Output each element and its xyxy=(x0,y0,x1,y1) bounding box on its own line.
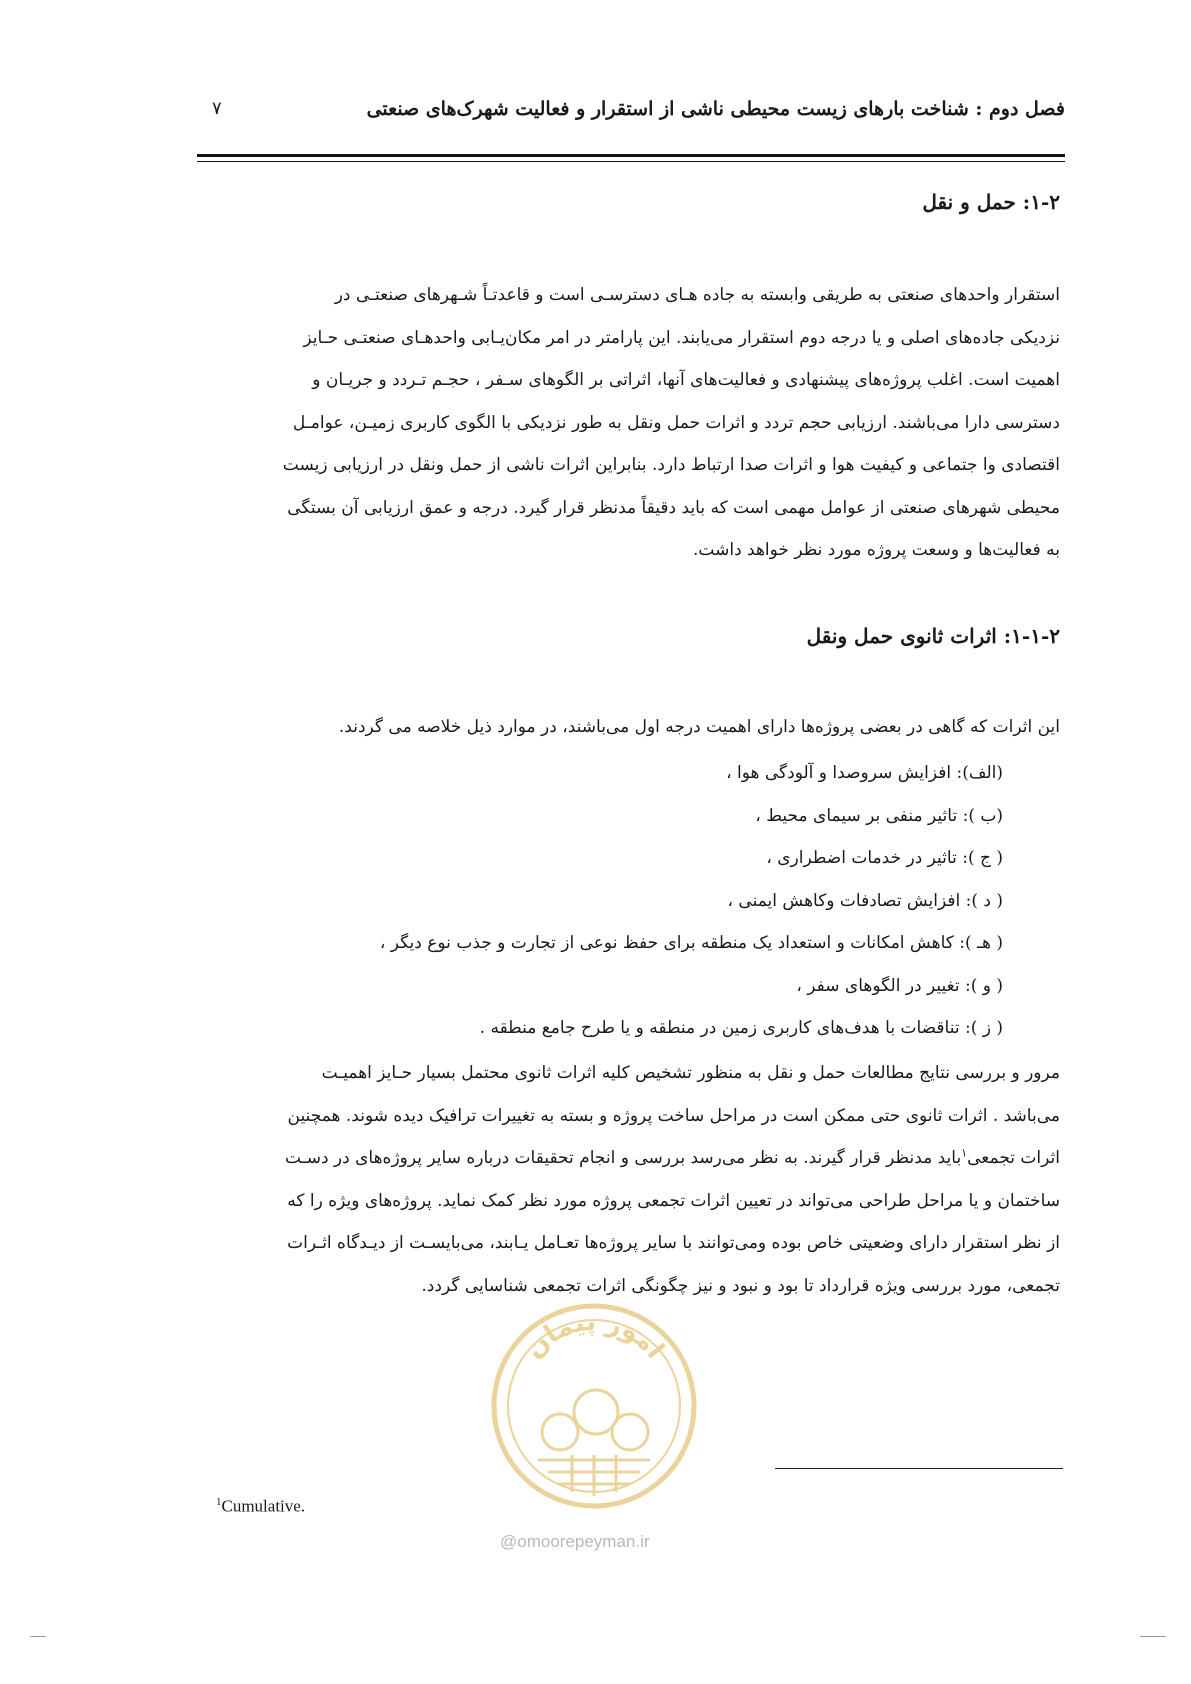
paragraph-line: ساختمان و یا مراحل طراحی می‌تواند در تعیین اثرات تجمعی پروژه مورد نظر کمک نماید. پروژه‌های ویژه را که xyxy=(287,1190,1060,1211)
paragraph-line: می‌باشد . اثرات ثانوی حتی ممکن است در مراحل ساخت پروژه و بسته به تغییرات ترافیک دیده شوند. همچنین xyxy=(287,1105,1060,1126)
footnote-anchor-text: اثرات تجمعی xyxy=(967,1148,1060,1168)
paragraph-line: به فعالیت‌ها و وسعت پروژه مورد نظر خواهد داشت. xyxy=(693,540,1060,560)
effects-list xyxy=(303,752,1003,1050)
paragraph-line: اهمیت است. اغلب پروژه‌های پیشنهادی و فعالیت‌های آنها، اثراتی بر الگوهای سـفر ، حجـم تـردد و جریـان و xyxy=(312,370,1060,390)
paragraph-line: تجمعی، مورد بررسی ویژه قرارداد تا بود و نبود و نیز چگونگی اثرات تجمعی شناسایی گردد. xyxy=(421,1275,1060,1296)
paragraph-line xyxy=(208,1137,1060,1180)
list-item: (الف): افزایش سروصدا و آلودگی هوا ، xyxy=(726,763,1003,783)
paragraph-line: دسترسی دارا می‌باشند. ارزیابی حجم تردد و اثرات حمل ونقل به طور نزدیکی با الگوی کاربری زمیـن، عوامـل xyxy=(292,412,1060,433)
footnote-rule xyxy=(775,1468,1063,1469)
header-rule-thin xyxy=(197,161,1065,162)
section-heading: ۱-۲: حمل و نقل xyxy=(922,190,1060,214)
paragraph-line: نزدیکی جاده‌های اصلی و یا درجه دوم استقرار می‌یابند. این پارامتر در امر مکان‌یـابی واحدهـای صنعتـی حـایز xyxy=(303,327,1060,348)
scan-mark xyxy=(1140,1636,1166,1637)
scan-mark xyxy=(30,1636,46,1637)
paragraph-line: اقتصادی وا جتماعی و کیفیت هوا و اثرات صدا ارتباط دارد. بنابراین اثرات ناشی از حمل ونقل در ارزیابی زیست xyxy=(282,455,1060,475)
paragraph-line: مرور و بررسی نتایج مطالعات حمل و نقل به منظور تشخیص کلیه اثرات ثانوی محتمل بسیار حـایز اهمیـت xyxy=(321,1063,1060,1083)
paragraph-line: محیطی شهرهای صنعتی از عوامل مهمی است که باید دقیقاً مدنظر قرار گیرد. درجه و عمق ارزیابی آن بستگی xyxy=(287,497,1060,518)
header-rule-thick xyxy=(197,154,1065,157)
subsection-intro: این اثرات که گاهی در بعضی پروژه‌ها دارای اهمیت درجه اول می‌باشند، در موارد ذیل خلاصه می گردند. xyxy=(338,717,1060,737)
subsection-heading: ۱-۱-۲: اثرات ثانوی حمل ونقل xyxy=(806,624,1060,648)
seal-text: امور پیمان xyxy=(519,1306,670,1365)
paragraph-line: استقرار واحدهای صنعتی به طریقی وابسته به جاده هـای دسترسـی است و قاعدتـاً شـهرهای صنعتـی در xyxy=(334,285,1060,305)
footnote-following-text: باید مدنظر قرار گیرند. به نظر می‌رسد بررسی و انجام تحقیقات درباره سایر پروژه‌های در دسـت xyxy=(285,1148,962,1168)
list-item: ( و ): تغییر در الگوهای سفر ، xyxy=(796,975,1003,996)
watermark-url: @omoorepeyman.ir xyxy=(500,1532,650,1551)
svg-text:امور پیمان xyxy=(519,1307,670,1365)
list-item: ( ج ): تاثیر در خدمات اضطراری ، xyxy=(766,848,1003,868)
page-number: ۷ xyxy=(212,98,222,119)
list-item: ( ز ): تناقضات با هدف‌های کاربری زمین در منطقه و یا طرح جامع منطقه . xyxy=(479,1018,1003,1038)
chapter-title: فصل دوم : شناخت بارهای زیست محیطی ناشی از استقرار و فعالیت شهرک‌های صنعتی xyxy=(366,98,1065,120)
list-item: (ب ): تاثیر منفی بر سیمای محیط ، xyxy=(755,805,1003,826)
footnote xyxy=(216,1496,305,1517)
section-paragraph xyxy=(208,274,1060,572)
footnote-marker[interactable]: ۱ xyxy=(961,1146,968,1160)
list-item: ( هـ ): کاهش امکانات و استعداد یک منطقه برای حفظ نوعی از تجارت و جذب نوع دیگر ، xyxy=(379,933,1003,953)
list-item: ( د ): افزایش تصادفات وکاهش ایمنی ، xyxy=(727,890,1003,911)
running-header xyxy=(200,98,1065,134)
watermark-seal xyxy=(488,1300,700,1512)
footnote-number: 1 xyxy=(216,1496,222,1508)
paragraph-line: از نظر استقرار دارای وضعیتی خاص بوده ومی‌توانند با سایر پروژه‌ها تعـامل یـابند، می‌بایسـت از دیـدگاه اثـرات xyxy=(287,1233,1060,1253)
footnote-text: Cumulative. xyxy=(221,1496,306,1516)
closing-paragraph xyxy=(208,1052,1060,1307)
